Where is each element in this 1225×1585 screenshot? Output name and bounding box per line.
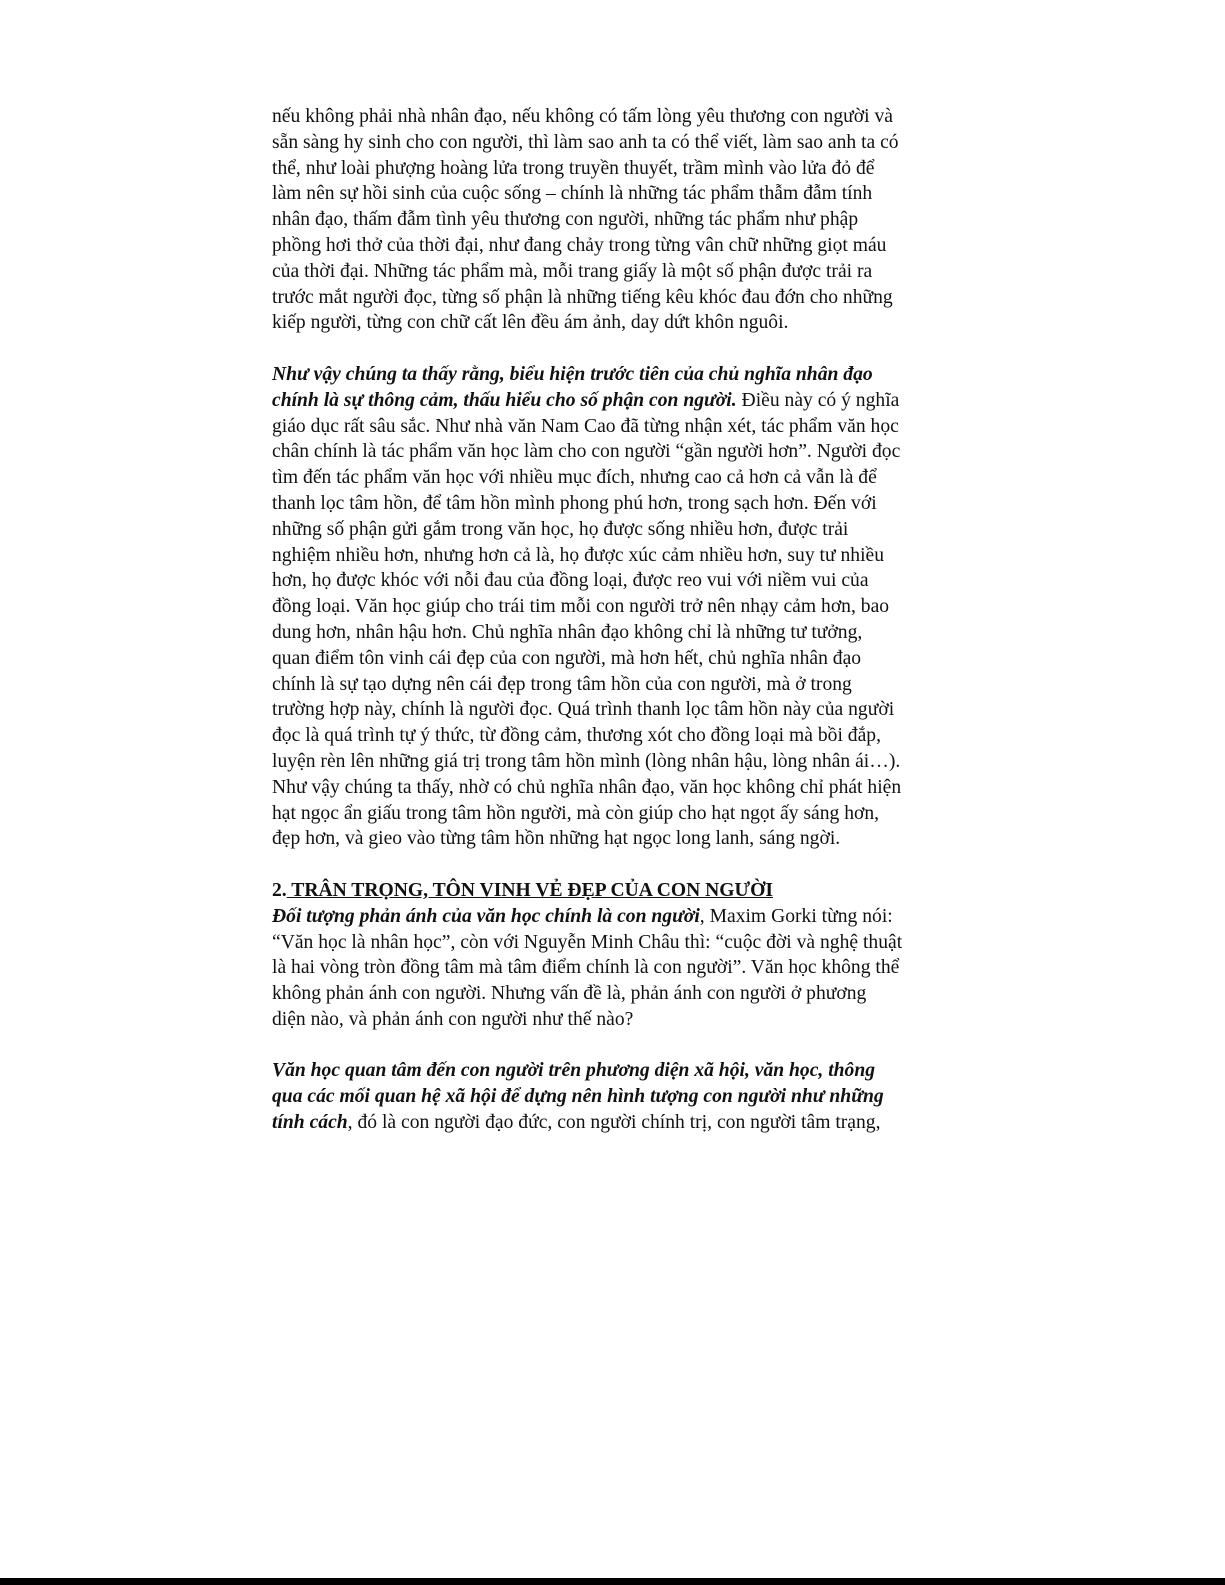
paragraph-line: “Văn học là nhân học”, còn với Nguyễn Minh Châu thì: “cuộc đời và nghệ thuật: [272, 931, 903, 953]
paragraph-line: luyện rèn lên những giá trị trong tâm hồn mình (lòng nhân hậu, lòng nhân ái…).: [272, 750, 901, 772]
paragraph-line: trước mắt người đọc, từng số phận là những tiếng kêu khóc đau đớn cho những: [272, 286, 893, 308]
document-page: [272, 104, 952, 1136]
emphasis-text: chính là sự thông cảm, thấu hiểu cho số phận con người.: [272, 389, 737, 411]
section-heading: [272, 878, 952, 904]
paragraph-line: nếu không phải nhà nhân đạo, nếu không có tấm lòng yêu thương con người và: [272, 106, 893, 127]
paragraph-line: những số phận gửi gắm trong văn học, họ được sống nhiều hơn, được trải: [272, 518, 849, 540]
paragraph-line: đọc là quá trình tự ý thức, từ đồng cảm, thương xót cho đồng loại mà bồi đắp,: [272, 725, 881, 747]
body-text: , Maxim Gorki từng nói:: [699, 905, 893, 927]
section-number: 2.: [272, 879, 287, 901]
paragraph-line: đồng loại. Văn học giúp cho trái tim mỗi con người trở nên nhạy cảm hơn, bao: [272, 596, 890, 618]
section-title: TRÂN TRỌNG, TÔN VINH VẺ ĐẸP CỦA CON NGƯỜI: [286, 879, 773, 901]
paragraph-line: chính là sự tạo dựng nên cái đẹp trong tâm hồn của con người, mà ở trong: [272, 673, 852, 695]
emphasis-text: qua các mối quan hệ xã hội để dựng nên hình tượng con người như những: [272, 1086, 884, 1108]
emphasis-text: Văn học quan tâm đến con người trên phương diện xã hội, văn học, thông: [272, 1060, 876, 1082]
emphasis-text: Như vậy chúng ta thấy rằng, biểu hiện trước tiên của chủ nghĩa nhân đạo: [272, 363, 873, 385]
paragraph-line: thể, như loài phượng hoàng lửa trong truyền thuyết, trầm mình vào lửa đỏ để: [272, 157, 875, 179]
paragraph-line: sẵn sàng hy sinh cho con người, thì làm sao anh ta có thể viết, làm sao anh ta có: [272, 131, 899, 153]
paragraph-line: tìm đến tác phẩm văn học với nhiều mục đích, nhưng cao cả hơn cả vẫn là để: [272, 467, 877, 489]
paragraph-2: [272, 362, 952, 852]
paragraph-line: đẹp hơn, và gieo vào từng tâm hồn những hạt ngọc long lanh, sáng ngời.: [272, 828, 841, 850]
paragraph-line: [272, 904, 952, 930]
paragraph-line: trường hợp này, chính là người đọc. Quá trình thanh lọc tâm hồn này của người: [272, 699, 895, 721]
scan-bottom-edge: [0, 1578, 1225, 1585]
paragraph-line: không phản ánh con người. Nhưng vấn đề là, phản ánh con người ở phương: [272, 983, 867, 1005]
paragraph-line: nghiệm nhiều hơn, nhưng hơn cả là, họ được xúc cảm nhiều hơn, suy tư nhiều: [272, 544, 885, 566]
paragraph-line: dung hơn, nhân hậu hơn. Chủ nghĩa nhân đạo không chỉ là những tư tưởng,: [272, 621, 863, 643]
emphasis-text: Đối tượng phản ánh của văn học chính là con người: [272, 905, 700, 927]
paragraph-line: diện nào, và phản ánh con người như thế nào?: [272, 1008, 634, 1030]
paragraph-line: giáo dục rất sâu sắc. Như nhà văn Nam Cao đã từng nhận xét, tác phẩm văn học: [272, 415, 899, 437]
paragraph-line: chân chính là tác phẩm văn học làm cho con người “gần người hơn”. Người đọc: [272, 441, 901, 463]
paragraph-line: Như vậy chúng ta thấy, nhờ có chủ nghĩa nhân đạo, văn học không chỉ phát hiện: [272, 776, 902, 798]
paragraph-line: hạt ngọc ẩn giấu trong tâm hồn người, mà còn giúp cho hạt ngọt ấy sáng hơn,: [272, 802, 880, 824]
body-text: Điều này có ý nghĩa: [736, 389, 900, 411]
paragraph-line: [272, 1110, 952, 1136]
paragraph-line: phồng hơi thở của thời đại, như đang chảy trong từng vân chữ những giọt máu: [272, 234, 887, 256]
emphasis-text: tính cách: [272, 1112, 348, 1134]
body-text: , đó là con người đạo đức, con người chính trị, con người tâm trạng,: [347, 1112, 881, 1134]
paragraph-line: là hai vòng tròn đồng tâm mà tâm điểm chính là con người”. Văn học không thể: [272, 957, 900, 979]
paragraph-1: [272, 104, 952, 336]
paragraph-line: nhân đạo, thấm đẫm tình yêu thương con người, những tác phẩm như phập: [272, 209, 859, 231]
paragraph-line: thanh lọc tâm hồn, để tâm hồn mình phong phú hơn, trong sạch hơn. Đến với: [272, 492, 877, 514]
paragraph-4: [272, 1058, 952, 1135]
paragraph-line: quan điểm tôn vinh cái đẹp của con người, mà hơn hết, chủ nghĩa nhân đạo: [272, 647, 862, 669]
paragraph-line: làm nên sự hồi sinh của cuộc sống – chính là những tác phẩm thẫm đẫm tính: [272, 183, 873, 205]
paragraph-line: [272, 388, 952, 414]
paragraph-line: của thời đại. Những tác phẩm mà, mỗi trang giấy là một số phận được trải ra: [272, 260, 873, 282]
paragraph-3: [272, 904, 952, 1033]
paragraph-line: kiếp người, từng con chữ cất lên đều ám ảnh, day dứt khôn nguôi.: [272, 312, 789, 334]
paragraph-line: hơn, họ được khóc với nỗi đau của đồng loại, được reo vui với niềm vui của: [272, 570, 869, 592]
